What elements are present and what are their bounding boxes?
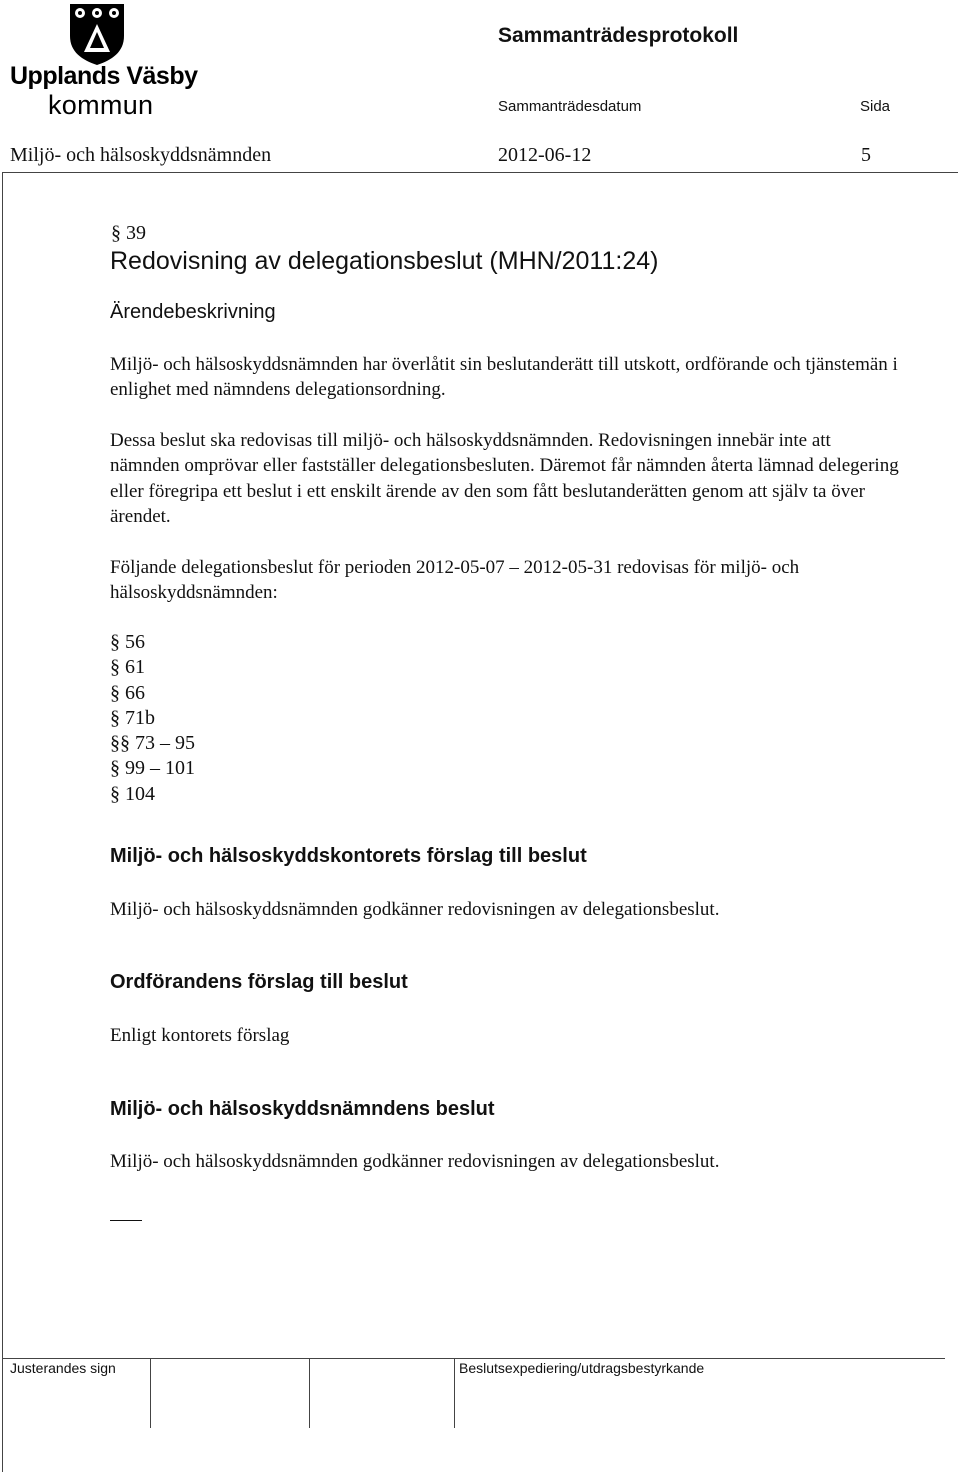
list-item: § 66: [110, 681, 145, 704]
meeting-date-label: Sammanträdesdatum: [498, 98, 642, 115]
page-label: Sida: [860, 98, 891, 115]
signature-box-divider: [454, 1358, 455, 1428]
dispatch-certification-label: Beslutsexpediering/utdragsbestyrkande: [459, 1360, 705, 1376]
list-item: §§ 73 – 95: [110, 732, 195, 755]
chair-proposal-heading: Ordförandens förslag till beslut: [110, 971, 408, 993]
section-number: § 39: [111, 222, 146, 244]
committee-name: Miljö- och hälsoskyddsnämnden: [10, 144, 272, 166]
end-of-section-rule: [110, 1220, 142, 1221]
signature-box-divider: [150, 1358, 151, 1428]
header-rule: [2, 172, 958, 173]
description-paragraph: Följande delegationsbeslut för perioden 2012-05-07 – 2012-05-31 redovisas för miljö- och hälsoskyddsnämnden:: [110, 557, 800, 604]
document-type-title: Sammanträdesprotokoll: [498, 24, 739, 47]
board-decision-text: Miljö- och hälsoskyddsnämnden godkänner redovisningen av delegationsbeslut.: [110, 1151, 720, 1172]
paragraph-list: [110, 630, 195, 807]
description-paragraph: Dessa beslut ska redovisas till miljö- och hälsoskyddsnämnden. Redovisningen innebär inte att nämnden omprövar eller fastställer delegationsbesluten. Däremot får nämnden återta lämnad delegering eller föregripa ett beslut i ett enskilt ärende av den som fått beslutanderätten genom att själv ta över ärendet.: [110, 430, 899, 528]
municipal-coat-of-arms-icon: [68, 2, 126, 66]
list-item: § 56: [110, 631, 145, 653]
signature-box-divider: [309, 1358, 310, 1428]
chair-proposal-text: Enligt kontorets förslag: [110, 1025, 290, 1046]
board-decision-heading: Miljö- och hälsoskyddsnämndens beslut: [110, 1098, 495, 1120]
section-title: Redovisning av delegationsbeslut (MHN/2011:24): [110, 247, 659, 275]
meeting-date: 2012-06-12: [498, 144, 592, 166]
justification-sign-label: Justerandes sign: [10, 1360, 116, 1376]
description-heading: Ärendebeskrivning: [110, 301, 276, 323]
footer-rule: [2, 1358, 945, 1359]
office-proposal-heading: Miljö- och hälsoskyddskontorets förslag till beslut: [110, 845, 587, 867]
page-number: 5: [861, 144, 871, 166]
description-paragraph: Miljö- och hälsoskyddsnämnden har överlåtit sin beslutanderätt till utskott, ordförande och tjänstemän i enlighet med nämndens delegationsordning.: [110, 354, 898, 401]
list-item: § 61: [110, 656, 145, 679]
list-item: § 71b: [110, 706, 155, 729]
municipality-logo-name: Upplands Väsby: [10, 62, 198, 90]
office-proposal-text: Miljö- och hälsoskyddsnämnden godkänner redovisningen av delegationsbeslut.: [110, 899, 720, 920]
municipality-logo-kommun: kommun: [48, 90, 154, 120]
left-margin-rule: [2, 172, 3, 1472]
list-item: § 99 – 101: [110, 757, 195, 780]
list-item: § 104: [110, 782, 155, 805]
